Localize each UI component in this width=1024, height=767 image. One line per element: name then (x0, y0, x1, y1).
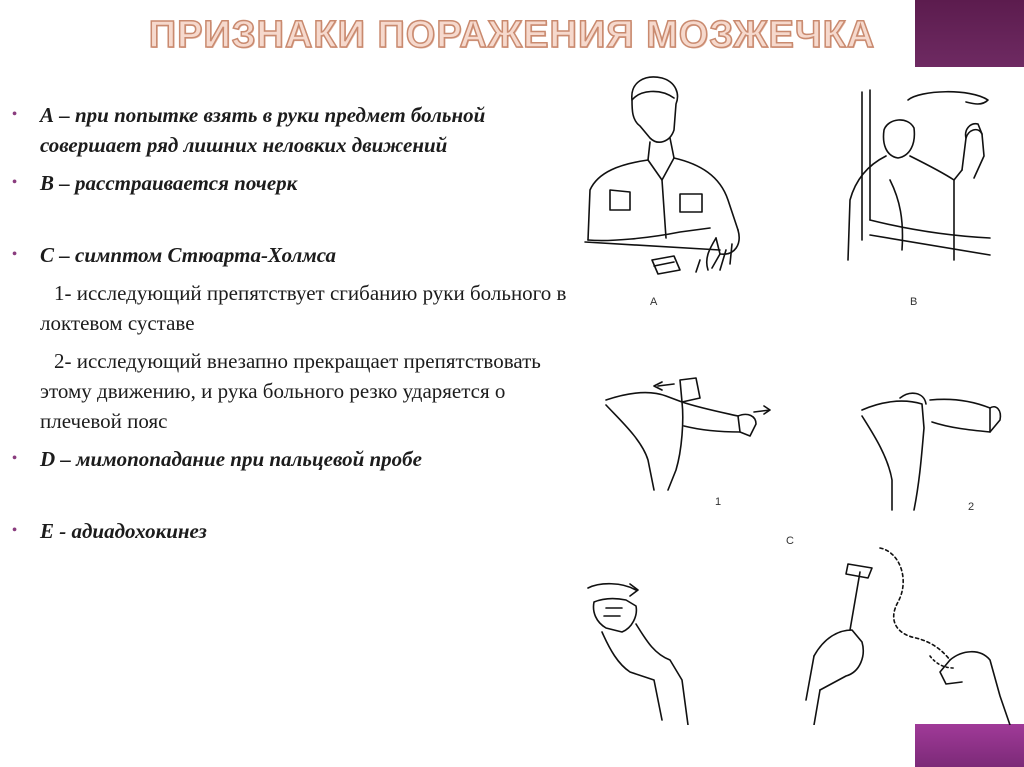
item-d-text: D – мимопопадание при пальцевой пробе (40, 447, 422, 471)
slide-body (8, 100, 568, 546)
item-c2-text: 2- исследующий внезапно прекращает препятствовать этому движению, и рука больного резко ударяется о плечевой пояс (40, 349, 541, 433)
bullet-icon: • (12, 175, 17, 190)
figure-c1-illustration (606, 378, 770, 490)
item-d (8, 444, 568, 474)
item-c1-text: 1- исследующий препятствует сгибанию руки больного в локтевом суставе (40, 281, 567, 335)
figure-b-illustration (848, 90, 990, 260)
item-a (8, 100, 568, 160)
illustrations (570, 60, 1015, 725)
bullet-icon: • (12, 523, 17, 538)
figure-a-illustration (585, 77, 739, 274)
item-b (8, 168, 568, 198)
figure-c2-illustration (862, 393, 1000, 510)
figure-a-label: A (650, 296, 658, 308)
figure-b-label: B (910, 296, 918, 308)
figure-c2-label: 2 (968, 501, 975, 513)
bullet-icon: • (12, 247, 17, 262)
item-c-text: С – симптом Стюарта-Холмса (40, 243, 336, 267)
figure-e-illustration (588, 584, 688, 725)
item-c (8, 240, 568, 270)
bullet-icon: • (12, 107, 17, 122)
bullet-icon: • (12, 451, 17, 466)
figure-c1-label: 1 (715, 496, 722, 508)
item-b-text: В – расстраивается почерк (40, 171, 298, 195)
item-a-text: А – при попытке взять в руки предмет больной совершает ряд лишних неловких движений (40, 103, 486, 157)
slide-title: ПРИЗНАКИ ПОРАЖЕНИЯ МОЗЖЕЧКА (148, 14, 876, 56)
figure-c-label: C (786, 535, 794, 547)
decor-bottom-block (915, 724, 1024, 767)
item-e-text: Е - адиадохокинез (40, 519, 207, 543)
item-e (8, 516, 568, 546)
figure-d-illustration (806, 548, 1010, 725)
